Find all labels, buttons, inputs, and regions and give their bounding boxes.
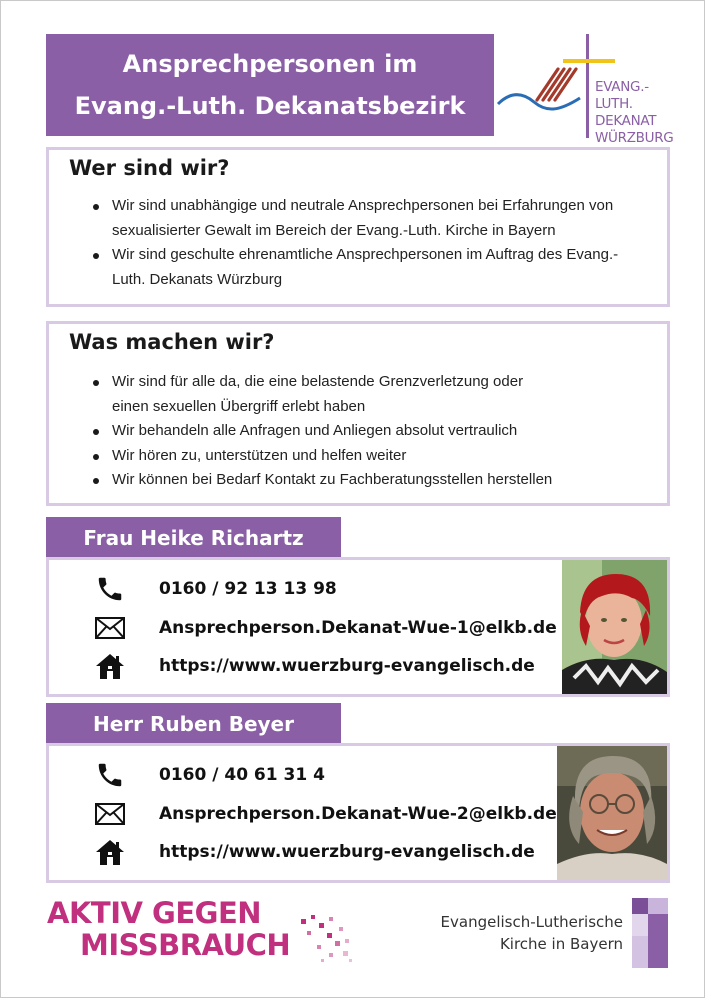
- email-link[interactable]: Ansprechperson.Dekanat-Wue-2@elkb.de: [159, 804, 557, 824]
- phone-icon: [94, 760, 126, 790]
- church-logo: [630, 898, 670, 968]
- mail-icon: [94, 799, 126, 829]
- list-item: Wir sind für alle da, die eine belastende Grenzverletzung oder einen sexuellen Übergriff erlebt haben: [112, 370, 552, 419]
- portrait-photo: [562, 560, 667, 694]
- header-title-line1: Ansprechpersonen im: [122, 50, 418, 78]
- what-do-we-do-list: [92, 370, 652, 493]
- list-item: Wir sind geschulte ehrenamtliche Ansprechpersonen im Auftrag des Evang.-Luth. Dekanats Würzburg: [112, 243, 632, 292]
- church-name: [433, 911, 623, 955]
- campaign-line1: AKTIV GEGEN: [47, 896, 262, 930]
- list-item: Wir sind unabhängige und neutrale Ansprechpersonen bei Erfahrungen von sexualisierter Gewalt im Bereich der Evang.-Luth. Kirche in Bayern: [112, 194, 632, 243]
- phone-icon: [94, 574, 126, 604]
- phone-row: [94, 760, 325, 790]
- what-do-we-do-heading: Was machen wir?: [69, 330, 275, 354]
- list-item: Wir behandeln alle Anfragen und Anliegen absolut vertraulich: [112, 419, 632, 444]
- who-are-we-list: [92, 194, 652, 292]
- pixel-pattern-icon: [299, 913, 355, 965]
- what-do-we-do-box: [46, 321, 670, 506]
- contact-name-tab: Herr Ruben Beyer: [46, 703, 341, 745]
- dekanat-logo: [496, 34, 686, 146]
- contact-name-tab: Frau Heike Richartz: [46, 517, 341, 559]
- dekanat-logo-text: [595, 79, 686, 147]
- logo-line2: DEKANAT: [595, 113, 657, 129]
- home-icon: [94, 651, 126, 681]
- campaign-logo: [47, 897, 290, 961]
- phone-number[interactable]: 0160 / 40 61 31 4: [159, 765, 325, 785]
- email-link[interactable]: Ansprechperson.Dekanat-Wue-1@elkb.de: [159, 618, 557, 638]
- email-row: [94, 799, 557, 829]
- logo-line1: EVANG.-LUTH.: [595, 79, 649, 112]
- mail-icon: [94, 613, 126, 643]
- contact-card: [46, 557, 670, 697]
- list-item: Wir hören zu, unterstützen und helfen weiter: [112, 444, 632, 469]
- phone-number[interactable]: 0160 / 92 13 13 98: [159, 579, 337, 599]
- email-row: [94, 613, 557, 643]
- campaign-line2: MISSBRAUCH: [80, 928, 291, 962]
- church-line1: Evangelisch-Lutherische: [440, 913, 623, 931]
- phone-row: [94, 574, 337, 604]
- website-row: [94, 837, 535, 867]
- who-are-we-heading: Wer sind wir?: [69, 156, 230, 180]
- home-icon: [94, 837, 126, 867]
- header-title-line2: Evang.-Luth. Dekanatsbezirk: [74, 92, 466, 120]
- website-row: [94, 651, 535, 681]
- website-link[interactable]: https://www.wuerzburg-evangelisch.de: [159, 842, 535, 862]
- logo-line3: WÜRZBURG: [595, 130, 674, 146]
- contact-card: [46, 743, 670, 883]
- website-link[interactable]: https://www.wuerzburg-evangelisch.de: [159, 656, 535, 676]
- portrait-photo: [557, 746, 667, 880]
- who-are-we-box: [46, 147, 670, 307]
- header-title-box: [46, 34, 494, 136]
- list-item: Wir können bei Bedarf Kontakt zu Fachberatungsstellen herstellen: [112, 468, 632, 493]
- church-line2: Kirche in Bayern: [499, 935, 623, 953]
